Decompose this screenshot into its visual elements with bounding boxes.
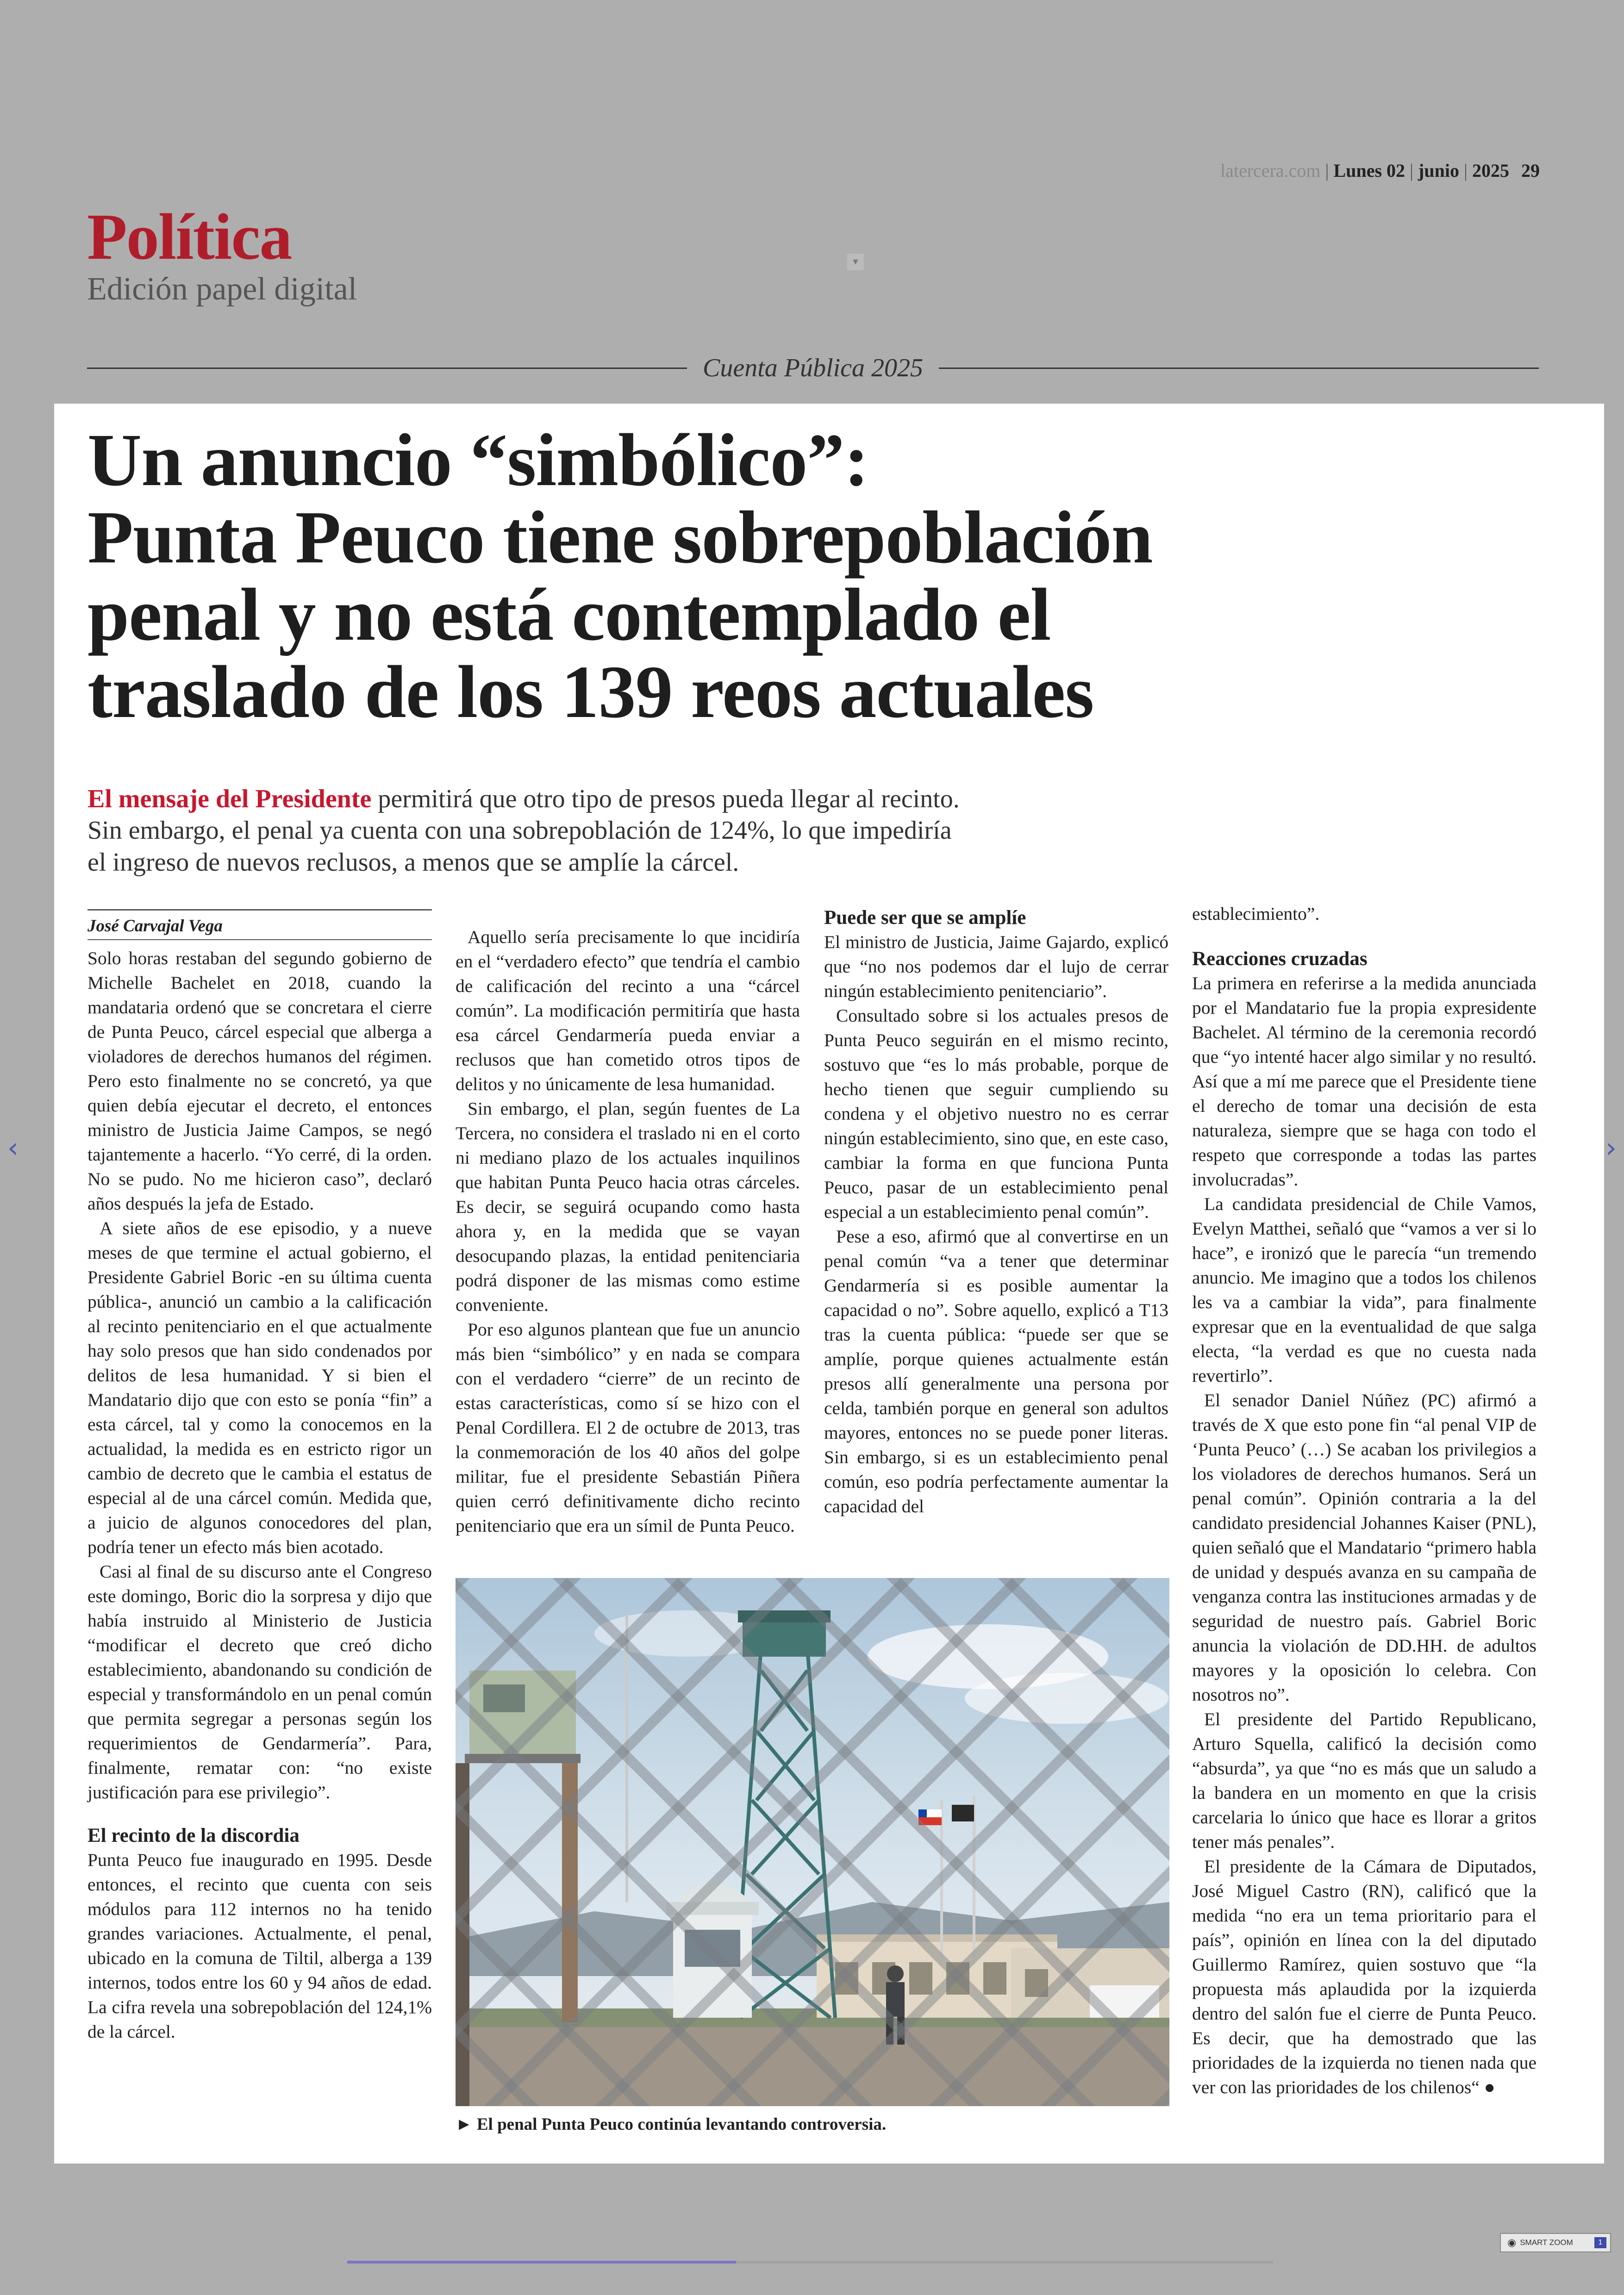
publication-info: [1220, 160, 1540, 181]
separator: |: [1410, 160, 1414, 181]
separator: |: [1463, 160, 1468, 181]
paragraph: El ministro de Justicia, Jaime Gajardo, explicó que “no nos podemos dar el lujo de cerrar ningún establecimiento penitenciario”.: [824, 932, 1168, 1001]
chevron-right-icon[interactable]: ›: [1605, 1132, 1617, 1164]
prison-photo-illustration: [456, 1578, 1169, 2106]
date-year: 2025: [1472, 160, 1509, 181]
paragraph: Casi al final de su discurso ante el Congreso este domingo, Boric dio la sorpresa y dijo que había instruido al Ministerio de Justicia “modificar el decreto que creó dicho establecimiento, abandonando su condición de especial y transformándolo en un penal común que permita segregar a personas según los requerimientos de Gendarmería”. Para, finalmente, rematar con: “no existe justificación para ese privilegio”.: [87, 1561, 432, 1802]
edition-label: Edición papel digital: [87, 271, 357, 307]
paragraph: establecimiento”.: [1192, 904, 1320, 924]
site-name: latercera.com: [1220, 160, 1321, 181]
separator: |: [1325, 160, 1329, 181]
smart-zoom-button[interactable]: [1500, 2233, 1611, 2252]
page-number: 29: [1521, 160, 1540, 181]
headline-line: Un anuncio “simbólico”:: [87, 419, 869, 502]
end-mark: ●: [1484, 2077, 1495, 2097]
eye-icon: ◉: [1507, 2237, 1517, 2248]
prison-photo: [456, 1578, 1169, 2106]
section-rule: [87, 352, 1539, 384]
headline-line: Punta Peuco tiene sobrepoblación: [87, 496, 1153, 579]
paragraph: A siete años de ese episodio, y a nueve meses de que termine el actual gobierno, el Presidente Gabriel Boric -en su última cuenta pública-, anunció un cambio a la calificación al recinto penitenciario en el que actualmente hay solo presos que han sido condenados por delitos de lesa humanidad. Y si bien el Mandatario dijo que con esto se ponía “fin” a esta cárcel, tal y como la conocemos en la actualidad, la medida es en estricto rigor un cambio de decreto que le cambia el estatus de especial al de una cárcel común. Medida que, a juicio de algunos conocedores del plan, podría tener un efecto más bien acotado.: [87, 1218, 432, 1557]
paragraph: [1192, 1854, 1537, 2100]
subheading: Puede ser que se amplíe: [824, 907, 1026, 929]
deck-line: Sin embargo, el penal ya cuenta con una sobrepoblación de 124%, lo que impediría: [87, 816, 952, 845]
deck: [87, 783, 960, 878]
paragraph: Solo horas restaban del segundo gobierno de Michelle Bachelet en 2018, cuando la mandataria ordenó que se concretara el cierre de Punta Peuco, cárcel especial que alberga a violadores de derechos humanos del régimen. Pero esto finalmente no se concretó, ya que quien debía ejecutar el decreto, el entonces ministro de Justicia Jaime Campos, se negó tajantemente a hacerlo. “Yo cerré, di la orden. No se pudo. No me hicieron caso”, declaró años después la jefa de Estado.: [87, 948, 432, 1214]
deck-line: el ingreso de nuevos reclusos, a menos que se amplíe la cárcel.: [87, 848, 739, 877]
page-marker-icon[interactable]: ▾: [847, 254, 864, 270]
byline: José Carvajal Vega: [87, 909, 432, 940]
rule-line: [87, 368, 687, 369]
page-progress-fill: [347, 2261, 736, 2264]
rule-line: [939, 368, 1539, 369]
column-4: [1192, 902, 1537, 2100]
chevron-left-icon[interactable]: ‹: [7, 1132, 19, 1164]
page-badge: 1: [1594, 2237, 1606, 2248]
paragraph: Punta Peuco fue inaugurado en 1995. Desde entonces, el recinto que cuenta con seis módulos para 112 internos no ha tenido grandes variaciones. Actualmente, el penal, ubicado en la comuna de Tiltil, alberga a 139 internos, todos entre los 60 y 94 años de edad. La cifra revela una sobrepoblación del 124,1% de la cárcel.: [87, 1850, 432, 2042]
headline-line: traslado de los 139 reos actuales: [87, 650, 1094, 734]
column-3: [824, 905, 1168, 1519]
paragraph: Sin embargo, el plan, según fuentes de La Tercera, no considera el traslado ni en el corto ni mediano plazo de los actuales inquilinos que habitan Punta Peuco hacia otras cárceles. Es decir, se seguirá ocupando como hasta ahora y, en la medida que se vayan desocupando plazas, la entidad penitenciaria podrá disponer de las mismas como estime conveniente.: [456, 1098, 800, 1315]
paragraph: Por eso algunos plantean que fue un anuncio más bien “simbólico” y en nada se compara con el verdadero “cierre” de un recinto de estas características, como sí se hizo con el Penal Cordillera. El 2 de octubre de 2013, tras la conmemoración de los 40 años del golpe militar, fue el presidente Sebastián Piñera quien cerró definitivamente dicho recinto penitenciario que era un símil de Punta Peuco.: [456, 1319, 800, 1536]
paragraph: Pese a eso, afirmó que al convertirse en un penal común “va a tener que determinar Gendarmería si es posible aumentar la capacidad o no”. Sobre aquello, explicó a T13 tras la cuenta pública: “puede ser que se amplíe, porque quienes actualmente están presos allí generalmente una persona por celda, también porque en general son adultos mayores, entonces no se puede poner literas. Sin embargo, si es un establecimiento penal común, eso podría perfectamente aumentar la capacidad del: [824, 1226, 1168, 1516]
deck-lead: El mensaje del Presidente: [87, 785, 372, 813]
paragraph: Consultado sobre si los actuales presos de Punta Peuco seguirán en el mismo recinto, sostuvo que “es lo más probable, porque de hecho tienen que seguir cumpliendo su condena y el objetivo nuestro no es cerrar ningún establecimiento, sino que, en este caso, cambiar la forma en que funciona Punta Peuco, pasar de un establecimiento penal especial a un establecimiento penal común”.: [824, 1005, 1168, 1222]
headline-line: penal y no está contemplado el: [87, 573, 1051, 656]
column-2: [456, 925, 800, 1538]
subheading: El recinto de la discordia: [87, 1825, 300, 1846]
paragraph: El presidente del Partido Republicano, Arturo Squella, calificó la decisión como “absurda”, ya que “no es más que un saludo a la bandera en un momento en que la crisis carcelaria lo único que hace es llorar a gritos tener más penales”.: [1192, 1709, 1537, 1852]
deck-text: permitirá que otro tipo de presos pueda llegar al recinto.: [371, 785, 960, 813]
photo-caption: ► El penal Punta Peuco continúa levantando controversia.: [456, 2115, 887, 2134]
subheading: Reacciones cruzadas: [1192, 948, 1368, 970]
smart-zoom-label: SMART ZOOM: [1520, 2238, 1573, 2247]
rule-label: Cuenta Pública 2025: [703, 354, 923, 382]
date-day: Lunes 02: [1333, 160, 1405, 181]
column-1: [87, 946, 432, 2044]
date-month: junio: [1418, 160, 1459, 181]
paragraph: El senador Daniel Núñez (PC) afirmó a través de X que esto pone fin “al penal VIP de ‘Punta Peuco’ (…) Se acaban los privilegios a los violadores de derechos humanos. Será un penal común”. Opinión contraria a la del candidato presidencial Johannes Kaiser (PNL), quien señaló que el Mandatario “primero habla de unidad y después avanza en su campaña de venganza contra las instituciones armadas y de seguridad de nuestro país. Gabriel Boric anuncia la violación de DD.HH. de adultos mayores y la oposición lo celebra. Con nosotros no”.: [1192, 1390, 1537, 1705]
deck-line: [87, 783, 960, 815]
paragraph: La candidata presidencial de Chile Vamos, Evelyn Matthei, señaló que “vamos a ver si lo hace”, e ironizó que le parecía “un tremendo anuncio. Me imagino que a todos los chilenos les va a cambiar la vida”, para finalmente expresar que en la eventualidad de que salga electa, “la verdad es que no cuesta nada revertirlo”.: [1192, 1194, 1537, 1386]
headline: [87, 419, 1384, 734]
article-page: [54, 404, 1604, 2164]
paragraph: Aquello sería precisamente lo que incidiría en el “verdadero efecto” que tendría el cambio de calificación del recinto a una “cárcel común”. La modificación permitiría que hasta esa cárcel Gendarmería pueda enviar a reclusos que han cometido otros tipos de delitos y no únicamente de lesa humanidad.: [456, 927, 800, 1094]
paragraph-text: El presidente de la Cámara de Diputados, José Miguel Castro (RN), calificó que la medida “no era un tema prioritario para el país”, opinión en línea con la del diputado Guillermo Ramírez, quien sostuvo que “la propuesta más aplaudida por la izquierda dentro del salón fue el cierre de Punta Peuco. Es decir, que ha demostrado que las prioridades de la izquierda no tienen nada que ver con las prioridades de los chilenos“: [1192, 1856, 1537, 2097]
section-title: Política: [87, 200, 292, 273]
paragraph: La primera en referirse a la medida anunciada por el Mandatario fue la propia expresidente Bachelet. Al término de la ceremonia recordó que “yo intenté hacer algo similar y no resultó. Así que a mí me parece que el Presidente tiene el derecho de tomar una decisión de esta naturaleza, siempre que se haga con todo el respeto que corresponde a todas las partes involucradas”.: [1192, 973, 1537, 1190]
